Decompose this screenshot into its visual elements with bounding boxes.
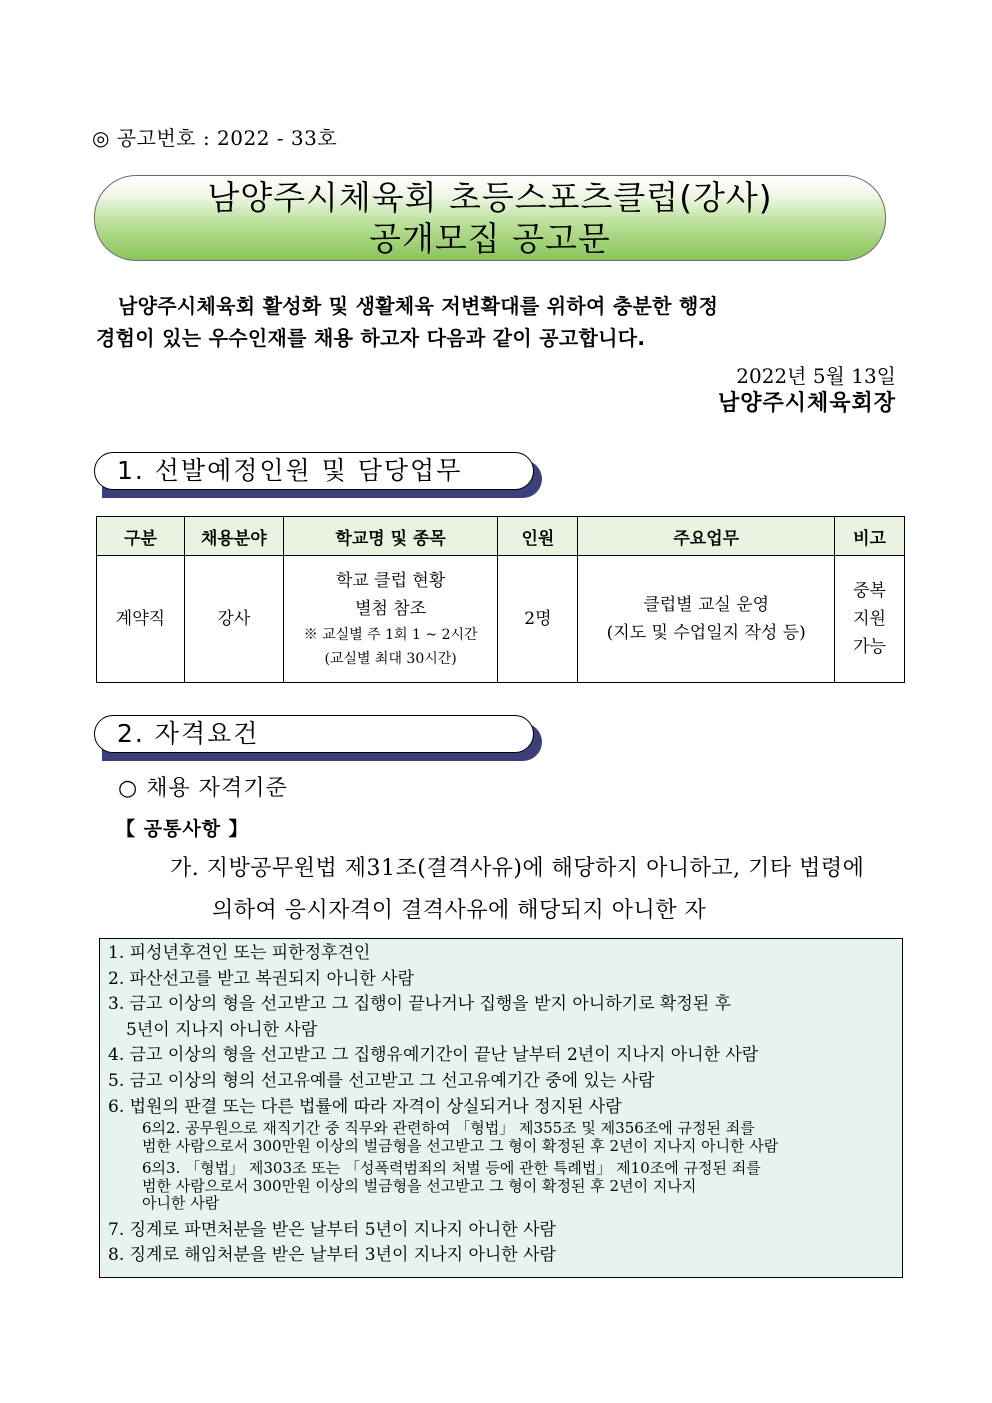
list-item: 7. 징계로 파면처분을 받은 날부터 5년이 지나지 아니한 사람	[108, 1219, 556, 1240]
list-item: 5. 금고 이상의 형의 선고유예를 선고받고 그 선고유예기간 중에 있는 사람	[108, 1070, 655, 1091]
cell-type: 계약직	[97, 556, 185, 683]
school-note-1: ※ 교실별 주 1회 1 ~ 2시간	[303, 627, 478, 643]
section-heading-label: 1. 선발예정인원 및 담당업무	[94, 452, 534, 490]
cell-count: 2명	[498, 556, 578, 683]
intro-paragraph	[96, 290, 896, 354]
disqualification-list	[99, 938, 903, 1278]
table-row	[97, 556, 905, 683]
school-line-1: 학교 클럽 현황	[335, 571, 446, 591]
list-item: 아니한 사람	[142, 1194, 220, 1213]
title-line-2: 공개모집 공고문	[369, 219, 611, 258]
header-duty: 주요업무	[578, 517, 835, 556]
header-type: 구분	[97, 517, 185, 556]
duty-line-2: (지도 및 수업일지 작성 등)	[606, 623, 806, 643]
issuer-name: 남양주시체육회장	[717, 391, 896, 416]
cell-field: 강사	[184, 556, 283, 683]
notice-number: ◎ 공고번호 : 2022 - 33호	[92, 126, 338, 150]
list-item: 3. 금고 이상의 형을 선고받고 그 집행이 끝나거나 집행을 받지 아니하기로 확정된 후	[108, 994, 731, 1015]
list-item: 1. 피성년후견인 또는 피한정후견인	[108, 943, 371, 963]
list-item: 6의2. 공무원으로 재직기간 중 직무와 관련하여 「형법」 제355조 및 제356조에 규정된 죄를	[142, 1119, 755, 1138]
header-remark: 비고	[835, 517, 905, 556]
header-field: 채용분야	[184, 517, 283, 556]
cell-remark	[835, 556, 905, 683]
table-header-row	[97, 517, 905, 556]
item-ga-line-2: 의하여 응시자격이 결격사유에 해당되지 아니한 자	[212, 898, 707, 923]
header-count: 인원	[498, 517, 578, 556]
school-line-2: 별첨 참조	[355, 599, 427, 619]
recruitment-table	[96, 516, 905, 683]
school-note-2: (교실별 최대 30시간)	[324, 651, 457, 667]
notice-date: 2022년 5월 13일	[736, 364, 896, 388]
cell-school	[283, 556, 498, 683]
list-item: 6의3. 「형법」 제303조 또는 「성폭력범죄의 처벌 등에 관한 특례법」 제10조에 규정된 죄를	[142, 1159, 761, 1178]
remark-line-2: 지원	[853, 609, 886, 629]
list-item: 8. 징계로 해임처분을 받은 날부터 3년이 지나지 아니한 사람	[108, 1245, 556, 1266]
section-heading-label: 2. 자격요건	[94, 715, 534, 753]
item-ga-line-1: 가. 지방공무원법 제31조(결격사유)에 해당하지 아니하고, 기타 법령에	[170, 856, 865, 881]
criteria-title: ○ 채용 자격기준	[118, 776, 288, 801]
intro-line-1: 남양주시체육회 활성화 및 생활체육 저변확대를 위하여 충분한 행정	[118, 294, 719, 318]
remark-line-1: 중복	[853, 581, 886, 601]
common-title: 【 공통사항 】	[116, 818, 249, 840]
list-item: 범한 사람으로서 300만원 이상의 벌금형을 선고받고 그 형이 확정된 후 2년이 지나지	[142, 1176, 697, 1195]
list-item: 범한 사람으로서 300만원 이상의 벌금형을 선고받고 그 형이 확정된 후 2년이 지나지 아니한 사람	[142, 1136, 779, 1155]
list-item: 2. 파산선고를 받고 복권되지 아니한 사람	[108, 968, 414, 989]
list-item: 6. 법원의 판결 또는 다른 법률에 따라 자격이 상실되거나 정지된 사람	[108, 1096, 622, 1117]
header-school: 학교명 및 종목	[283, 517, 498, 556]
list-item: 5년이 지나지 아니한 사람	[126, 1019, 318, 1040]
intro-line-2: 경험이 있는 우수인재를 채용 하고자 다음과 같이 공고합니다.	[96, 326, 646, 350]
remark-line-3: 가능	[853, 637, 886, 657]
cell-duty	[578, 556, 835, 683]
section-2-heading	[94, 715, 540, 757]
title-line-1: 남양주시체육회 초등스포츠클럽(강사)	[207, 178, 773, 217]
section-1-heading	[94, 452, 540, 494]
item-ga	[170, 848, 900, 932]
list-item: 4. 금고 이상의 형을 선고받고 그 집행유예기간이 끝난 날부터 2년이 지나지 아니한 사람	[108, 1045, 759, 1066]
duty-line-1: 클럽별 교실 운영	[643, 595, 770, 615]
title-banner	[94, 175, 886, 261]
